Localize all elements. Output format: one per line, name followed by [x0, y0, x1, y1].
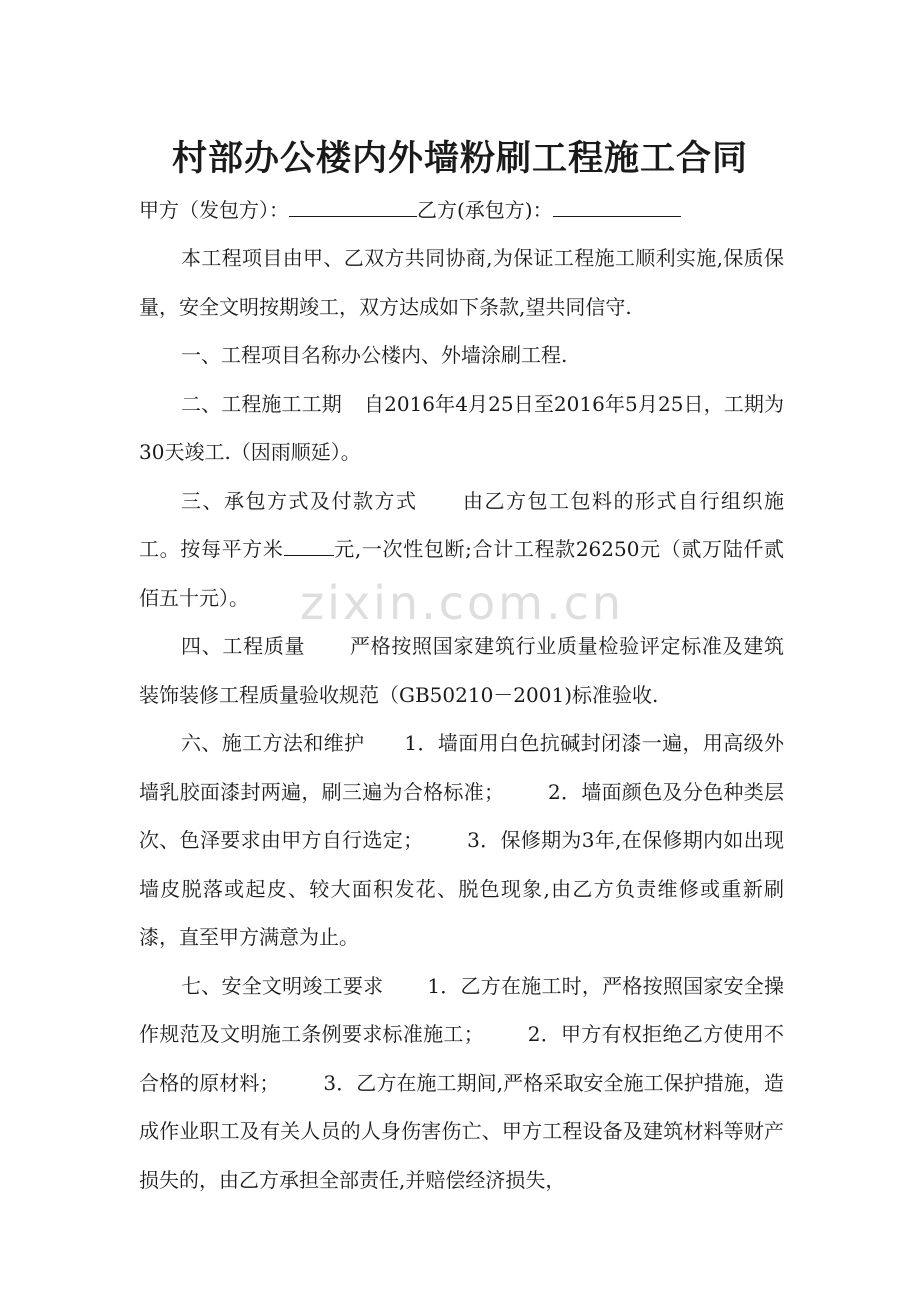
party-b-blank [553, 194, 681, 217]
section-safety-heading: 七、安全文明竣工要求 [181, 973, 384, 998]
section-quality-text: 严格按照国家建筑行业质量检验评定标准及建筑装饰装修工程质量验收规范（GB50210－2001)标准验收. [139, 634, 785, 707]
unit-price-blank [284, 533, 334, 556]
party-a-label: 甲方（发包方）： [139, 198, 289, 222]
section-safety [139, 962, 784, 1205]
method-item-1: 1．墙面用白色抗碱封闭漆一遍，用高级外墙乳胶面漆封两遍，刷三遍为合格标准； [139, 731, 784, 804]
contract-body [139, 234, 784, 1204]
section-method-heading: 六、施工方法和维护 [181, 731, 365, 755]
section-payment-text-b: 元,一次性包断;合计工程款26250元（贰万陆仟贰佰五十元）。 [139, 537, 785, 610]
safety-item-1: 1．乙方在施工时，严格按照国家安全操作规范及文明施工条例要求标准施工； [139, 973, 784, 1046]
method-item-3: 3．保修期为3年,在保修期内如出现墙皮脱落或起皮、较大面积发花、脱色现象,由乙方负责维修或重新刷漆，直至甲方满意为止。 [139, 828, 785, 949]
watermark-logo: zixin.com.cn [300, 576, 625, 630]
party-a-blank [289, 194, 417, 217]
method-item-2: 2．墙面颜色及分色种类层次、色泽要求由甲方自行选定； [139, 779, 785, 852]
section-quality-heading: 四、工程质量 [181, 634, 306, 658]
safety-item-3: 3．乙方在施工期间,严格采取安全施工保护措施，造成作业职工及有关人员的人身伤害伤亡、甲方工程设备及建筑材料等财产损失的，由乙方承担全部责任,并赔偿经济损失， [139, 1070, 784, 1192]
section-method-maintenance [139, 719, 784, 962]
section-payment-text-a: 由乙方包工包料的形式自行组织施工。按每平方米 [139, 488, 784, 561]
section-project-name: 一、工程项目名称办公楼内、外墙涂刷工程. [181, 343, 568, 367]
party-line [139, 194, 789, 225]
safety-item-2: 2．甲方有权拒绝乙方使用不合格的原材料； [139, 1022, 785, 1095]
section-payment-heading: 三、承包方式及付款方式 [181, 488, 418, 513]
section-schedule [139, 380, 784, 477]
party-b-label: 乙方(承包方)： [417, 198, 553, 222]
document-title: 村部办公楼内外墙粉刷工程施工合同 [171, 139, 748, 179]
section-contract-payment [139, 477, 784, 623]
section-schedule-heading: 二、工程施工工期 [181, 391, 342, 416]
intro-paragraph: 本工程项目由甲、乙双方共同协商,为保证工程施工顺利实施,保质保量，安全文明按期竣工，双方达成如下条款,望共同信守. [139, 246, 784, 319]
section-quality [139, 622, 784, 719]
section-schedule-text: 自2016年4月25日至2016年5月25日，工期为30天竣工.（因雨顺延）。 [139, 391, 784, 464]
